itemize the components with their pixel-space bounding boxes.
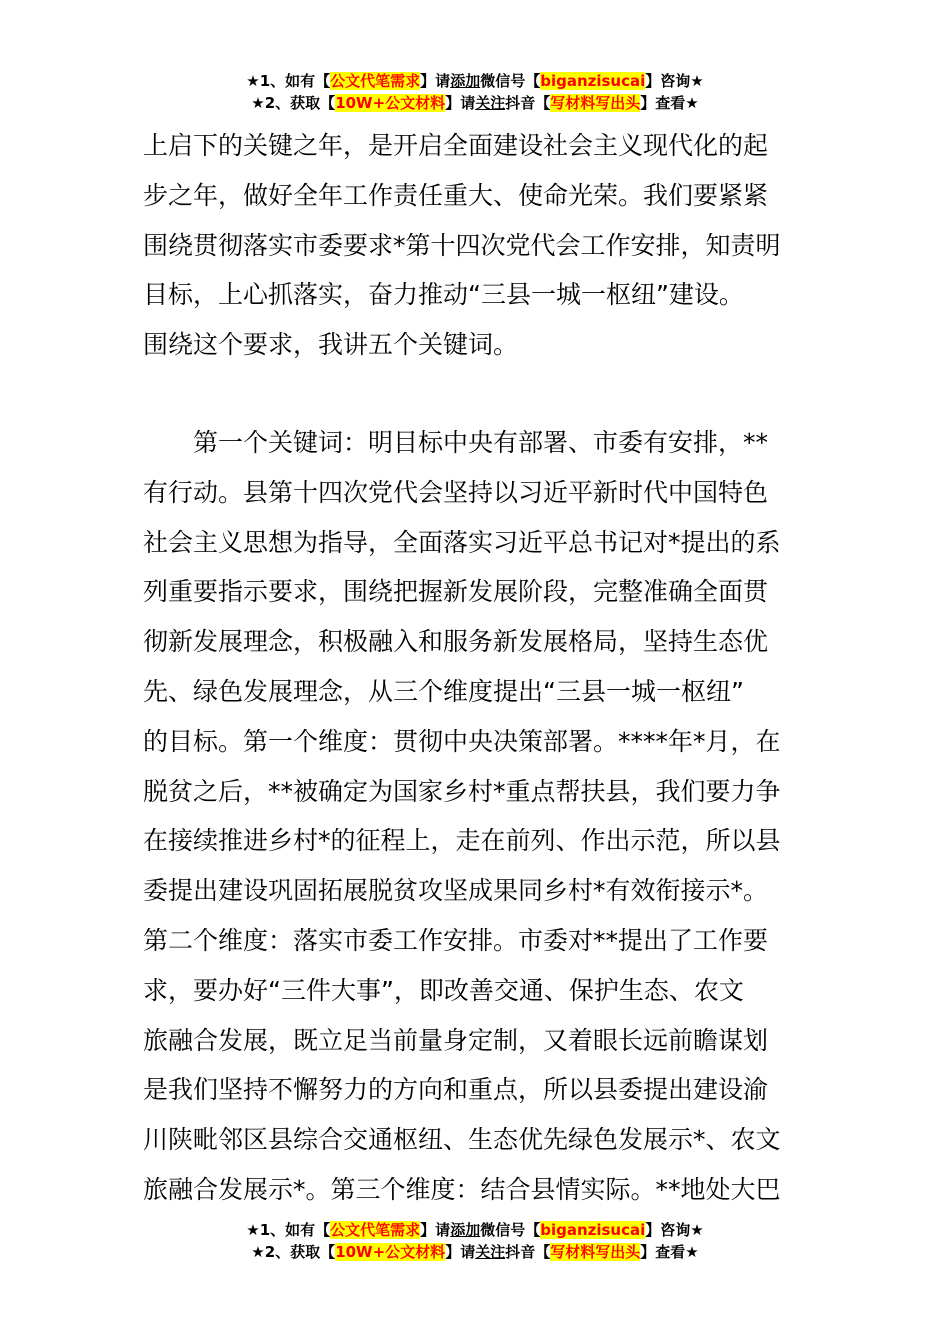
banner-text: 微信号【 <box>480 1221 541 1239</box>
text-line: 在接续推进乡村*的征程上，走在前列、作出示范，所以县 <box>143 826 781 856</box>
text-line: 川陕毗邻区县综合交通枢纽、生态优先绿色发展示*、农文 <box>143 1125 781 1155</box>
banner-highlight: 10W+公文材料 <box>335 94 446 112</box>
text-line: 脱贫之后，**被确定为国家乡村*重点帮扶县，我们要力争 <box>143 776 781 806</box>
banner-text: 微信号【 <box>480 72 541 90</box>
banner-highlight: 写材料写出头 <box>550 1243 641 1261</box>
banner-text: 】咨询★ <box>645 1221 704 1239</box>
banner-highlight: 写材料写出头 <box>550 94 641 112</box>
banner-text: ★2、获取【 <box>251 1243 336 1261</box>
banner-line-1 <box>0 70 950 92</box>
banner-text: 抖音【 <box>505 1243 551 1261</box>
header-banner <box>0 70 950 114</box>
text-line: 旅融合发展，既立足当前量身定制，又着眼长远前瞻谋划 <box>143 1025 769 1055</box>
banner-text: ★1、如有【 <box>246 1221 331 1239</box>
banner-underline: 添加 <box>450 72 481 90</box>
banner-underline: 添加 <box>450 1221 481 1239</box>
text-line: 第一个关键词：明目标中央有部署、市委有安排，** <box>193 428 769 457</box>
text-line: 围绕这个要求，我讲五个关键词。 <box>143 330 519 360</box>
banner-line-1 <box>0 1219 950 1241</box>
footer-banner <box>0 1219 950 1263</box>
banner-highlight: 10W+公文材料 <box>335 1243 446 1261</box>
banner-text: 】请 <box>420 1221 451 1239</box>
paragraph-2 <box>143 418 809 1215</box>
banner-line-2 <box>0 92 950 114</box>
banner-underline: 关注 <box>475 94 506 112</box>
banner-text: 】咨询★ <box>645 72 704 90</box>
text-line: 步之年，做好全年工作责任重大、使命光荣。我们要紧紧 <box>143 180 769 210</box>
banner-highlight: biganzisucai <box>540 72 646 90</box>
banner-text: ★2、获取【 <box>251 94 336 112</box>
text-line: 列重要指示要求，围绕把握新发展阶段，完整准确全面贯 <box>143 577 769 607</box>
text-line: 社会主义思想为指导，全面落实习近平总书记对*提出的系 <box>143 527 781 557</box>
text-line: 上启下的关键之年，是开启全面建设社会主义现代化的起 <box>143 131 769 160</box>
banner-text: ★1、如有【 <box>246 72 331 90</box>
banner-text: 】请 <box>420 72 451 90</box>
banner-text: 】请 <box>445 1243 476 1261</box>
text-line: 的目标。第一个维度：贯彻中央决策部署。****年*月，在 <box>143 726 781 756</box>
banner-highlight: biganzisucai <box>540 1221 646 1239</box>
text-line: 先、绿色发展理念，从三个维度提出“三县一城一枢纽” <box>143 676 744 706</box>
text-line: 旅融合发展示*。第三个维度：结合县情实际。**地处大巴 <box>143 1174 781 1204</box>
banner-text: 抖音【 <box>505 94 551 112</box>
text-line: 委提出建设巩固拓展脱贫攻坚成果同乡村*有效衔接示*。 <box>143 876 769 906</box>
banner-text: 】查看★ <box>640 1243 699 1261</box>
text-line: 有行动。县第十四次党代会坚持以习近平新时代中国特色 <box>143 477 769 507</box>
paragraph-1 <box>143 121 809 370</box>
banner-text: 】查看★ <box>640 94 699 112</box>
banner-text: 】请 <box>445 94 476 112</box>
text-line: 是我们坚持不懈努力的方向和重点，所以县委提出建设渝 <box>143 1075 769 1105</box>
text-line: 围绕贯彻落实市委要求*第十四次党代会工作安排，知责明 <box>143 230 781 260</box>
text-line: 目标，上心抓落实，奋力推动“三县一城一枢纽”建设。 <box>143 280 744 310</box>
banner-highlight: 公文代笔需求 <box>330 1221 421 1239</box>
text-line: 求，要办好“三件大事”，即改善交通、保护生态、农文 <box>143 975 744 1005</box>
text-line: 第二个维度：落实市委工作安排。市委对**提出了工作要 <box>143 925 769 955</box>
banner-highlight: 公文代笔需求 <box>330 72 421 90</box>
banner-underline: 关注 <box>475 1243 506 1261</box>
banner-line-2 <box>0 1241 950 1263</box>
text-line: 彻新发展理念，积极融入和服务新发展格局，坚持生态优 <box>143 627 769 657</box>
